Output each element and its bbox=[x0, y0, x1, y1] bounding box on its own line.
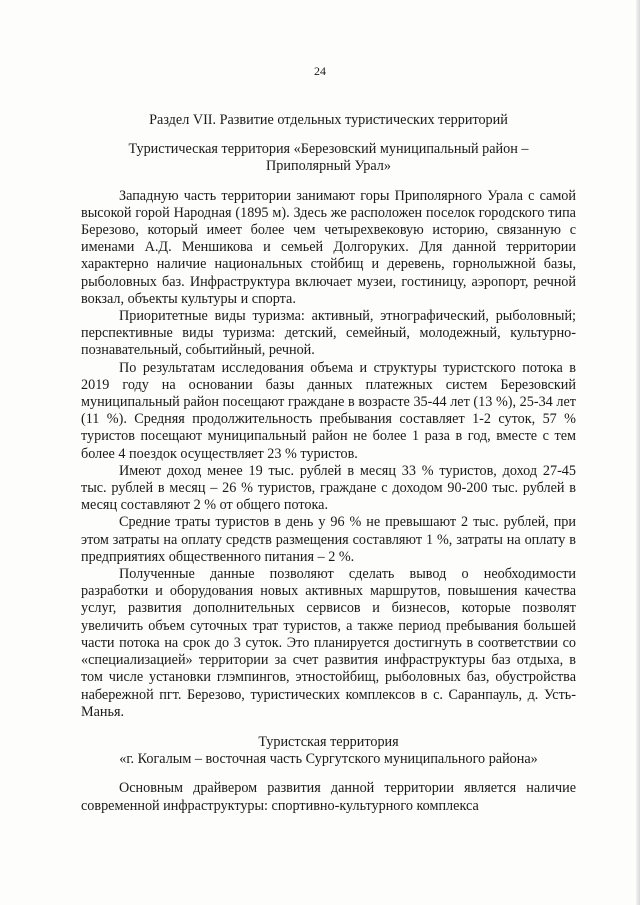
paragraph: Имеют доход менее 19 тыс. рублей в месяц 33 % туристов, доход 27-45 тыс. рублей в месяц – 26 % туристов, граждане с доходом 90-200 тыс. рублей в месяц составляют 2 % от общего потока. bbox=[81, 462, 576, 514]
paragraph: Приоритетные виды туризма: активный, этнографический, рыболовный; перспективные виды туризма: детский, семейный, молодежный, культурно-познавательный, событийный, речной. bbox=[81, 308, 576, 359]
paragraph: Основным драйвером развития данной территории является наличие современной инфраструктуры: спортивно-культурного комплекса bbox=[81, 780, 576, 814]
page-number: 24 bbox=[314, 64, 326, 78]
page-edge-shadow bbox=[636, 0, 640, 905]
territory-title-line: Приполярный Урал» bbox=[266, 158, 391, 175]
paragraph: Средние траты туристов в день у 96 % не превышают 2 тыс. рублей, при этом затраты на оплату средств размещения составляют 1 %, затраты на оплату в предприятиях общественного питания – 2 %. bbox=[81, 514, 576, 565]
document-body bbox=[81, 112, 576, 815]
territory-title-kogalym bbox=[81, 734, 576, 768]
territory-title-line: «г. Когалым – восточная часть Сургутского муниципального района» bbox=[119, 751, 538, 768]
territory-title-berezovsky bbox=[81, 141, 576, 175]
section-title: Раздел VII. Развитие отдельных туристических территорий bbox=[149, 112, 508, 128]
paragraph: По результатам исследования объема и структуры туристского потока в 2019 году на основании базы данных платежных систем Березовский муниципальный район посещают граждане в возрасте 35-44 лет (13 %), 25-34 лет (11 %). Средняя продолжительность пребывания составляет 1-2 суток, 57 % туристов посещают муниципальный район не более 1 раза в год, вместе с тем более 4 поездок осуществляет 23 % туристов. bbox=[81, 359, 576, 462]
paragraph: Полученные данные позволяют сделать вывод о необходимости разработки и оборудования новых активных маршрутов, повышения качества услуг, развития дополнительных сервисов и бизнесов, которые позволят увеличить объем суточных трат туристов, а также период пребывания большей части потока на срок до 3 суток. Это планируется достигнуть в соответствии со «специализацией» территории за счет развития инфраструктуры баз отдыха, в том числе установки глэмпингов, этностойбищ, рыболовных баз, обустройства набережной пгт. Березово, туристических комплексов в с. Саранпауль, д. Усть-Манья. bbox=[81, 566, 576, 720]
paragraph: Западную часть территории занимают горы Приполярного Урала с самой высокой горой Народная (1895 м). Здесь же расположен поселок городского типа Березово, который имеет более чем четырехвековую историю, связанную с именами А.Д. Меншикова и семьей Долгоруких. Для данной территории характерно наличие национальных стойбищ и деревень, горнолыжной базы, рыболовных баз. Инфраструктура включает музеи, гостиницу, аэропорт, речной вокзал, объекты культуры и спорта. bbox=[81, 187, 576, 307]
territory-title-line: Туристическая территория «Березовский муниципальный район – bbox=[128, 141, 529, 158]
territory-title-line: Туристская территория bbox=[258, 733, 399, 750]
